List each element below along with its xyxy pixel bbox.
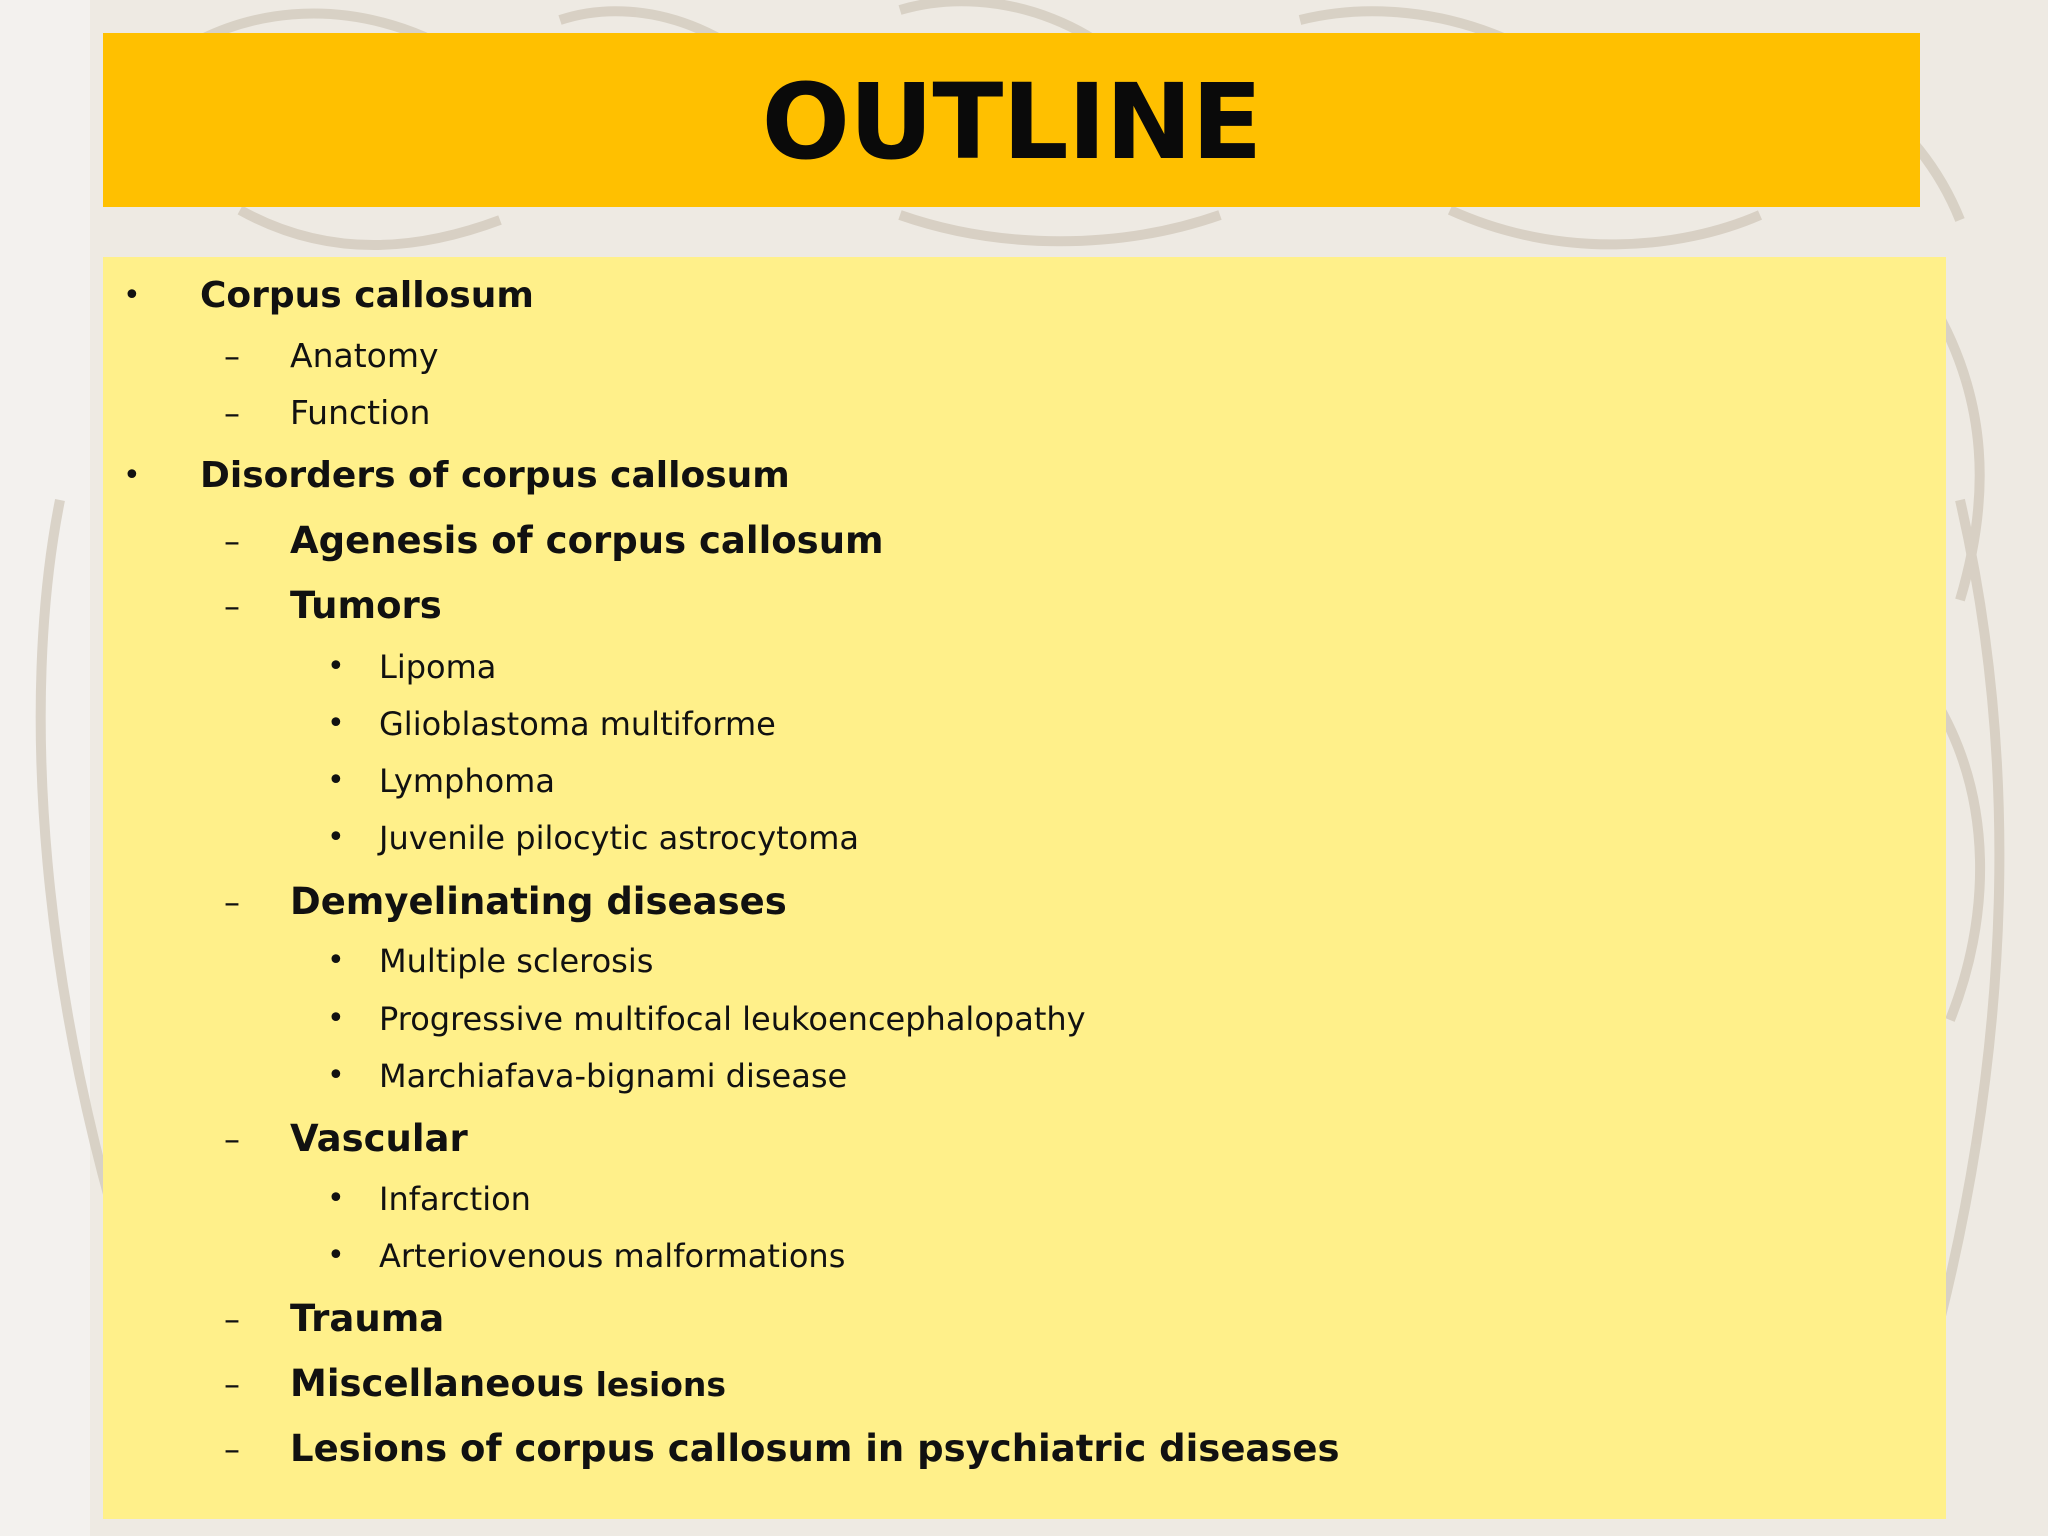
outline-item-text: Juvenile pilocytic astrocytoma [379,819,859,857]
outline-item-text: Lymphoma [379,762,555,800]
outline-item-text: Lesions of corpus callosum in psychiatric diseases [290,1427,1340,1470]
bullet-dot: • [327,706,345,741]
outline-item-text: Function [290,393,431,432]
title-banner [103,33,1920,207]
outline-panel [103,257,1946,1519]
outline-item-text: Disorders of corpus callosum [200,455,790,496]
outline-item-suffix: lesions [584,1365,727,1404]
dash-bullet: – [224,883,240,921]
dash-bullet: – [224,337,240,375]
bullet-dot: • [327,1058,345,1093]
outline-item-text: Infarction [379,1180,531,1218]
outline-item-text: Marchiafava-bignami disease [379,1057,848,1095]
outline-item-text: Vascular [290,1117,468,1160]
dash-bullet: – [224,522,240,560]
outline-item-text: Anatomy [290,336,439,375]
outline-item-text: Corpus callosum [200,275,534,316]
dash-bullet: – [224,394,240,432]
bullet-dot: • [123,458,141,493]
slide-title: OUTLINE [761,61,1262,183]
bullet-dot: • [327,943,345,978]
outline-item-text: Multiple sclerosis [379,942,654,980]
bullet-dot: • [327,763,345,798]
outline-item-text: Trauma [290,1297,445,1340]
bullet-dot: • [123,278,141,313]
bullet-dot: • [327,649,345,684]
outline-item-text: Lipoma [379,648,497,686]
dash-bullet: – [224,1300,240,1338]
outline-item-text: Miscellaneous lesions [290,1362,727,1405]
bullet-dot: • [327,1238,345,1273]
dash-bullet: – [224,1365,240,1403]
outline-item-text: Glioblastoma multiforme [379,705,776,743]
dash-bullet: – [224,1120,240,1158]
bullet-dot: • [327,1181,345,1216]
dash-bullet: – [224,1430,240,1468]
outline-item-text: Demyelinating diseases [290,880,787,923]
outline-item-text: Tumors [290,584,442,627]
outline-item-text: Arteriovenous malformations [379,1237,846,1275]
outline-item-text: Progressive multifocal leukoencephalopathy [379,1000,1086,1038]
dash-bullet: – [224,587,240,625]
bullet-dot: • [327,1001,345,1036]
bullet-dot: • [327,820,345,855]
outline-item-text: Agenesis of corpus callosum [290,519,884,562]
